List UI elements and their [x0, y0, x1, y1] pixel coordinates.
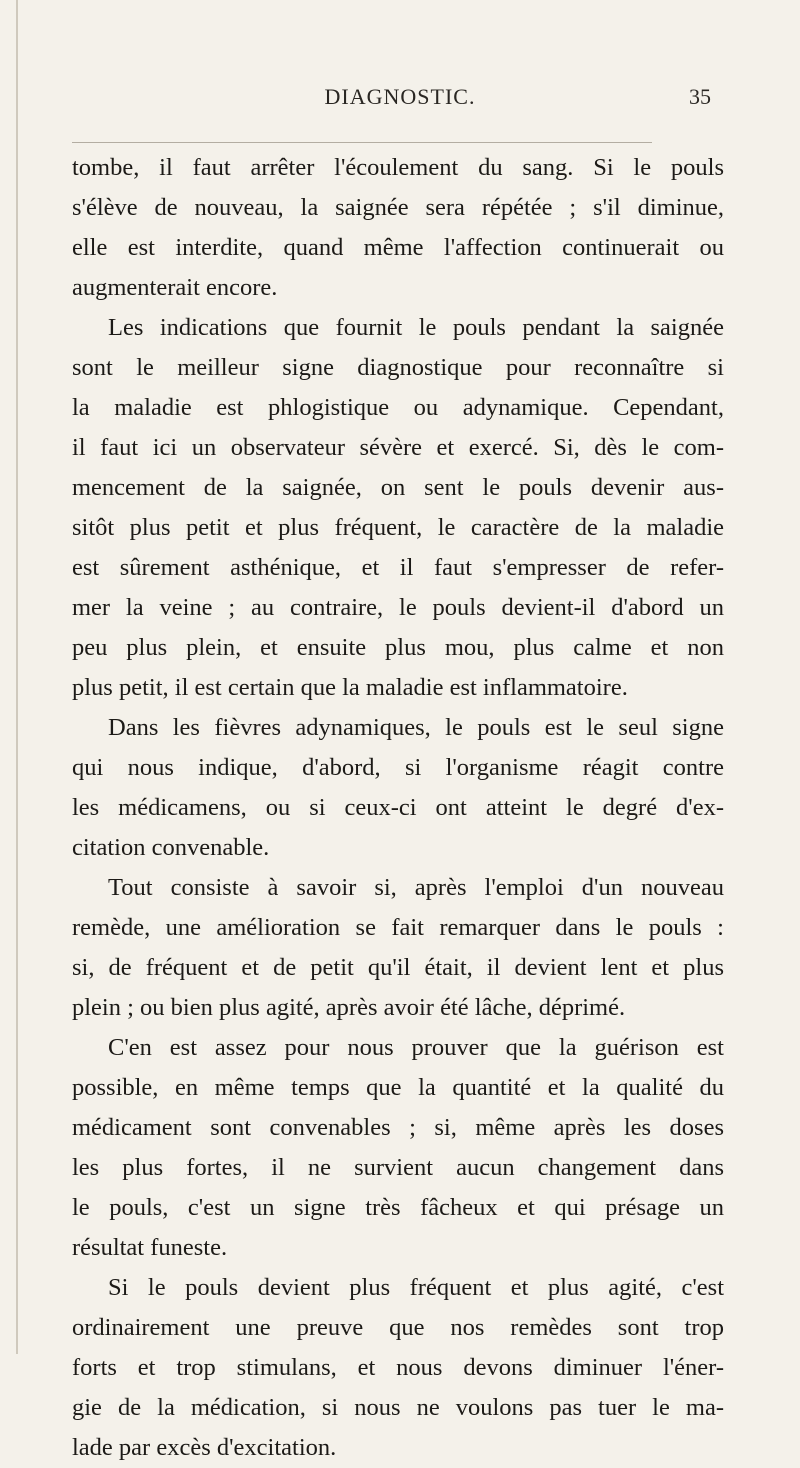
text-line: plein ; ou bien plus agité, après avoir été lâche, déprimé.	[72, 994, 626, 1021]
text-line: est sûrement asthénique, et il faut s'empresser de refer-	[72, 554, 724, 581]
text-line: ordinairement une preuve que nos remèdes sont trop	[72, 1314, 724, 1341]
text-line: médicament sont convenables ; si, même après les doses	[72, 1114, 724, 1141]
text-line: si, de fréquent et de petit qu'il était, il devient lent et plus	[72, 954, 724, 981]
text-line: mer la veine ; au contraire, le pouls devient-il d'abord un	[72, 594, 724, 621]
text-line: Dans les fièvres adynamiques, le pouls est le seul signe	[108, 714, 724, 741]
text-line: les médicamens, ou si ceux-ci ont atteint le degré d'ex-	[72, 794, 724, 821]
text-line: mencement de la saignée, on sent le pouls devenir aus-	[72, 474, 724, 501]
text-line: augmenterait encore.	[72, 274, 278, 301]
text-line: sitôt plus petit et plus fréquent, le caractère de la maladie	[72, 514, 724, 541]
running-head	[0, 84, 800, 114]
text-line: il faut ici un observateur sévère et exercé. Si, dès le com-	[72, 434, 724, 461]
text-line: lade par excès d'excitation.	[72, 1434, 337, 1461]
text-line: résultat funeste.	[72, 1234, 228, 1261]
running-head-title: DIAGNOSTIC.	[324, 84, 476, 109]
text-line: forts et trop stimulans, et nous devons diminuer l'éner-	[72, 1354, 724, 1381]
header-rule	[72, 142, 652, 143]
text-line: tombe, il faut arrêter l'écoulement du sang. Si le pouls	[72, 154, 724, 181]
text-line: peu plus plein, et ensuite plus mou, plus calme et non	[72, 634, 724, 661]
page-number: 35	[689, 84, 711, 109]
body-text	[72, 148, 724, 1468]
text-line: C'en est assez pour nous prouver que la guérison est	[108, 1034, 724, 1061]
text-line: remède, une amélioration se fait remarquer dans le pouls :	[72, 914, 724, 941]
text-line: s'élève de nouveau, la saignée sera répétée ; s'il diminue,	[72, 194, 724, 221]
text-line: Les indications que fournit le pouls pendant la saignée	[108, 314, 724, 341]
text-line: gie de la médication, si nous ne voulons pas tuer le ma-	[72, 1394, 724, 1421]
text-line: qui nous indique, d'abord, si l'organisme réagit contre	[72, 754, 724, 781]
text-line: sont le meilleur signe diagnostique pour reconnaître si	[72, 354, 724, 381]
text-line: citation convenable.	[72, 834, 270, 861]
page-gutter-edge	[16, 0, 18, 1354]
text-line: le pouls, c'est un signe très fâcheux et qui présage un	[72, 1194, 724, 1221]
text-line: elle est interdite, quand même l'affection continuerait ou	[72, 234, 724, 261]
text-line: les plus fortes, il ne survient aucun changement dans	[72, 1154, 724, 1181]
text-line: Si le pouls devient plus fréquent et plus agité, c'est	[108, 1274, 724, 1301]
text-line: possible, en même temps que la quantité et la qualité du	[72, 1074, 724, 1101]
text-line: plus petit, il est certain que la maladie est inflammatoire.	[72, 674, 628, 701]
text-line: Tout consiste à savoir si, après l'emploi d'un nouveau	[108, 874, 724, 901]
text-line: la maladie est phlogistique ou adynamique. Cependant,	[72, 394, 724, 421]
